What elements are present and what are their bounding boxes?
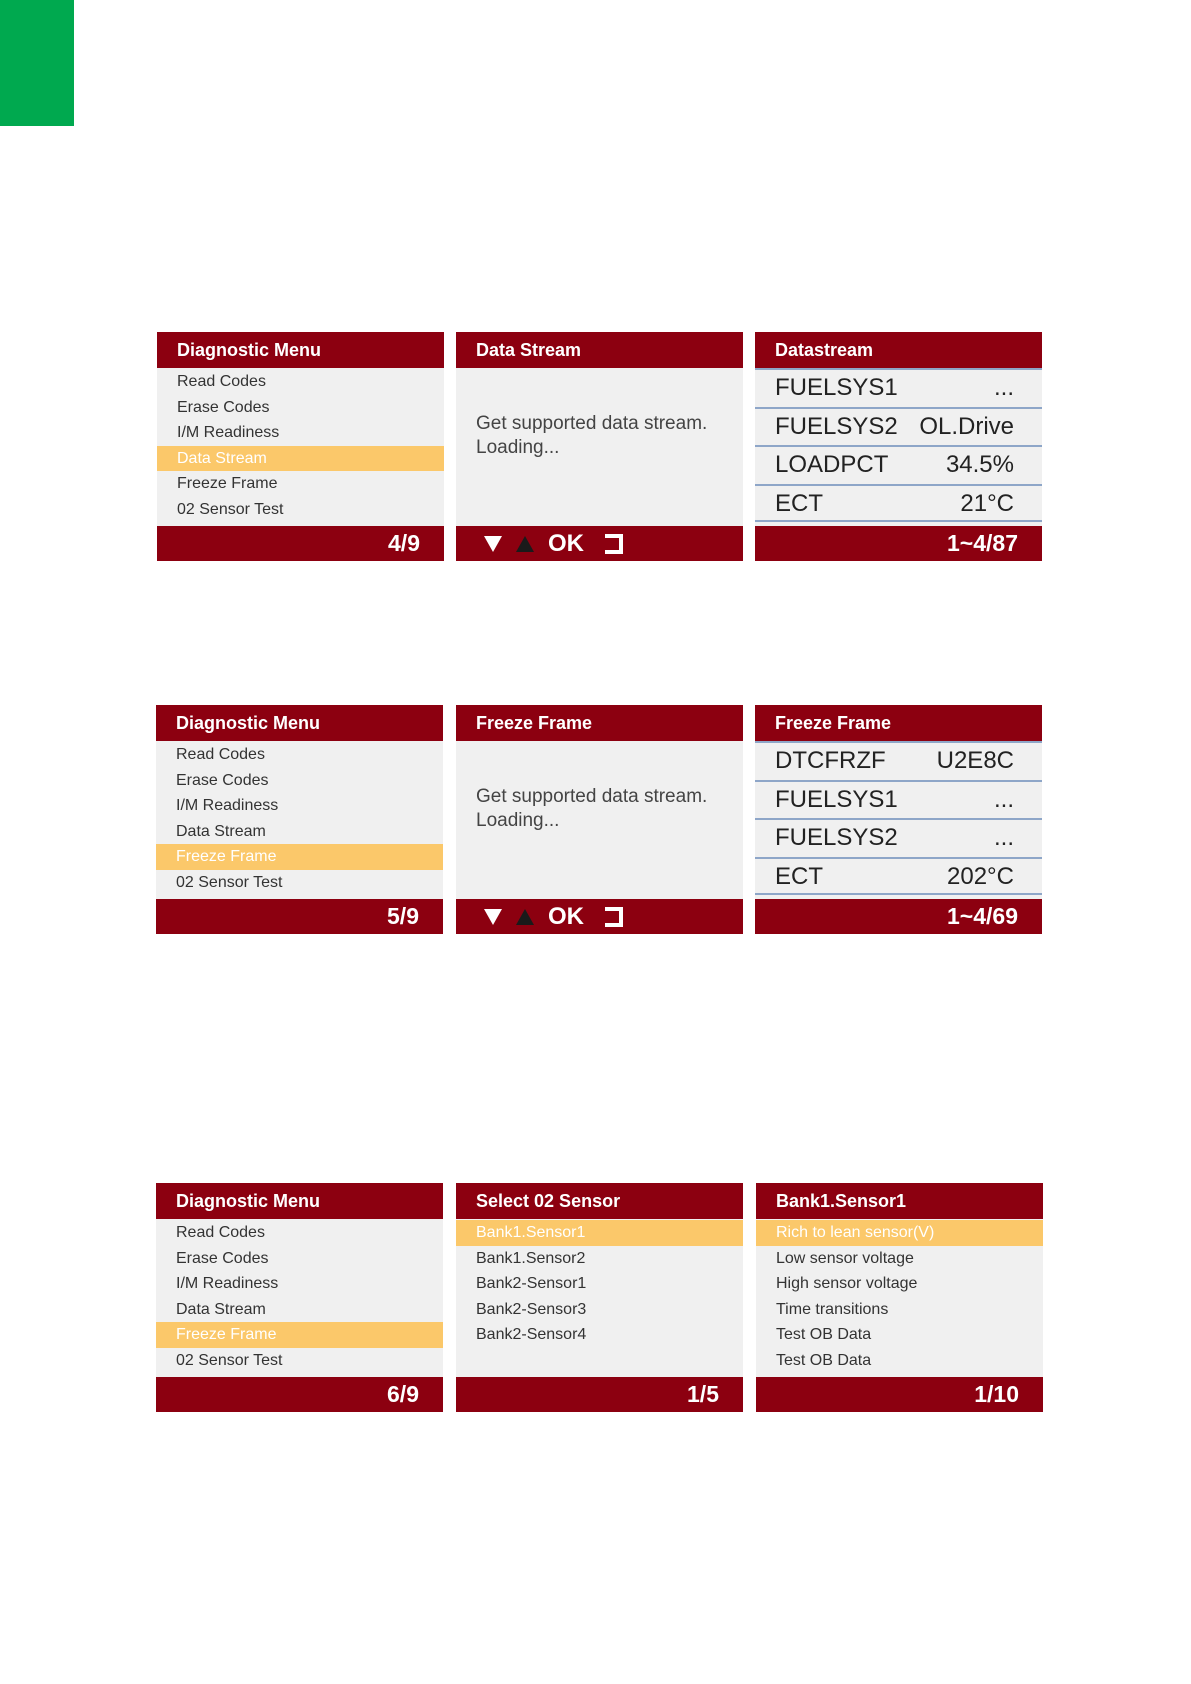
menu-item[interactable]: Freeze Frame [156, 1322, 443, 1348]
menu-list [156, 742, 443, 895]
test-list [756, 1220, 1043, 1373]
parameter-value: OL.Drive [919, 412, 1014, 440]
menu-list [157, 369, 444, 522]
loading-message: Get supported data stream. Loading... [476, 413, 708, 458]
screen-footer [456, 899, 743, 934]
menu-item[interactable]: Read Codes [176, 1224, 265, 1241]
menu-item[interactable]: Rich to lean sensor(V) [756, 1220, 1043, 1246]
freeze-frame-loading-screen [456, 705, 743, 934]
diagnostic-menu-screen-2 [156, 705, 443, 934]
screen-title: Diagnostic Menu [157, 332, 444, 368]
parameter-name: DTCFRZF [775, 747, 886, 774]
parameter-value: 202°C [947, 862, 1014, 890]
diagnostic-menu-screen-1 [157, 332, 444, 561]
page-indicator: 1/10 [974, 1381, 1019, 1407]
parameter-name: FUELSYS1 [775, 785, 898, 813]
parameter-name: FUELSYS2 [775, 412, 898, 440]
parameter-name: ECT [775, 862, 823, 890]
menu-item[interactable]: Data Stream [176, 822, 266, 840]
menu-item[interactable]: Erase Codes [177, 398, 270, 416]
menu-item[interactable]: 02 Sensor Test [177, 500, 284, 518]
page-indicator: 4/9 [388, 530, 420, 556]
parameter-name: ECT [775, 489, 823, 517]
parameter-value: 34.5% [945, 451, 1014, 478]
parameter-name: FUELSYS1 [775, 374, 898, 401]
screen-footer [456, 1377, 743, 1412]
screen-title: Select 02 Sensor [456, 1183, 743, 1219]
menu-item[interactable]: Bank2-Sensor4 [476, 1326, 587, 1343]
menu-item[interactable]: Data Stream [176, 1300, 266, 1318]
menu-item[interactable]: Data Stream [157, 446, 444, 472]
back-icon[interactable] [602, 533, 624, 555]
page-indicator: 1~4/69 [947, 903, 1018, 929]
sensor-tests-screen [756, 1183, 1043, 1412]
parameter-value: ... [993, 374, 1014, 401]
menu-item[interactable]: 02 Sensor Test [176, 1351, 283, 1369]
value-row [755, 368, 1042, 407]
screen-title: Bank1.Sensor1 [756, 1183, 1043, 1219]
screen-footer [755, 899, 1042, 934]
value-row [755, 741, 1042, 780]
diagnostic-menu-screen-3 [156, 1183, 443, 1412]
nav-controls [484, 899, 624, 934]
screen-title: Data Stream [456, 332, 743, 368]
screen-title: Diagnostic Menu [156, 1183, 443, 1219]
parameter-value: U2E8C [936, 747, 1014, 774]
value-row [755, 857, 1042, 896]
loading-message: Get supported data stream. Loading... [476, 786, 708, 831]
parameter-value: ... [993, 824, 1014, 851]
screen-footer [156, 1377, 443, 1412]
menu-item[interactable]: Erase Codes [176, 1249, 269, 1267]
select-sensor-screen [456, 1183, 743, 1412]
value-rows [755, 368, 1042, 522]
datastream-values-screen [755, 332, 1042, 561]
data-stream-loading-screen [456, 332, 743, 561]
menu-item[interactable]: Bank2-Sensor1 [476, 1275, 587, 1292]
parameter-value: ... [993, 785, 1014, 813]
up-arrow-icon[interactable] [516, 908, 534, 926]
menu-item[interactable]: Test OB Data [776, 1351, 872, 1369]
menu-item[interactable]: 02 Sensor Test [176, 873, 283, 891]
menu-list [156, 1220, 443, 1373]
back-icon[interactable] [602, 906, 624, 928]
up-arrow-icon[interactable] [516, 535, 534, 553]
screen-footer [755, 526, 1042, 561]
menu-item[interactable]: High sensor voltage [776, 1275, 918, 1292]
value-rows [755, 741, 1042, 895]
menu-item[interactable]: Low sensor voltage [776, 1249, 914, 1267]
page-indicator: 1~4/87 [947, 530, 1018, 556]
screen-footer [756, 1377, 1043, 1412]
screen-footer [156, 899, 443, 934]
menu-item[interactable]: Test OB Data [776, 1326, 872, 1343]
menu-item[interactable]: Time transitions [776, 1300, 889, 1318]
sensor-list [456, 1220, 743, 1348]
value-row [755, 484, 1042, 523]
screen-title: Freeze Frame [755, 705, 1042, 741]
page-indicator: 1/5 [687, 1381, 719, 1407]
down-arrow-icon[interactable] [484, 908, 502, 926]
menu-item[interactable]: Freeze Frame [177, 475, 278, 492]
ok-button[interactable]: OK [548, 530, 584, 557]
menu-item[interactable]: Bank1.Sensor2 [476, 1249, 586, 1267]
nav-controls [484, 526, 624, 561]
page-indicator: 5/9 [387, 903, 419, 929]
page-indicator: 6/9 [387, 1381, 419, 1407]
menu-item[interactable]: I/M Readiness [177, 424, 280, 441]
ok-button[interactable]: OK [548, 903, 584, 930]
menu-item[interactable]: Bank2-Sensor3 [476, 1300, 587, 1318]
screen-title: Freeze Frame [456, 705, 743, 741]
down-arrow-icon[interactable] [484, 535, 502, 553]
value-row [755, 818, 1042, 857]
value-row [755, 780, 1042, 819]
value-row [755, 445, 1042, 484]
menu-item[interactable]: Freeze Frame [156, 844, 443, 870]
menu-item[interactable]: Bank1.Sensor1 [456, 1220, 743, 1246]
screen-title: Diagnostic Menu [156, 705, 443, 741]
menu-item[interactable]: Read Codes [176, 746, 265, 763]
menu-item[interactable]: I/M Readiness [176, 1275, 279, 1292]
screen-footer [157, 526, 444, 561]
screen-footer [456, 526, 743, 561]
menu-item[interactable]: I/M Readiness [176, 797, 279, 814]
parameter-value: 21°C [960, 489, 1014, 517]
page-edge-tab [0, 0, 74, 126]
parameter-name: FUELSYS2 [775, 824, 898, 851]
value-row [755, 407, 1042, 446]
screen-title: Datastream [755, 332, 1042, 368]
freeze-frame-values-screen [755, 705, 1042, 934]
menu-item[interactable]: Erase Codes [176, 771, 269, 789]
menu-item[interactable]: Read Codes [177, 373, 266, 390]
parameter-name: LOADPCT [775, 451, 889, 478]
